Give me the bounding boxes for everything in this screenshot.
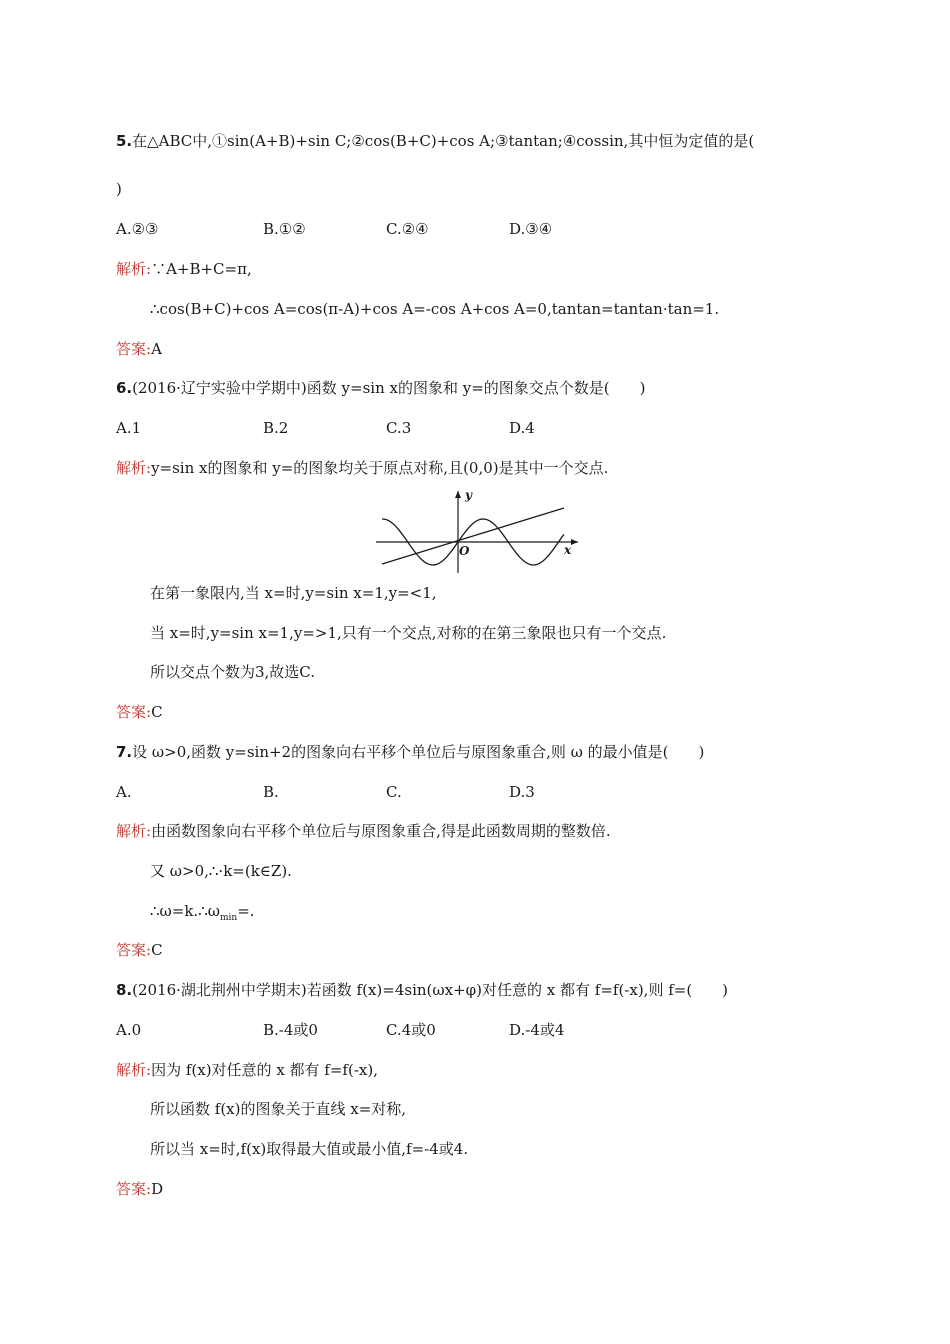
q5-option-b: B.①② — [263, 220, 306, 238]
sine-line-graph — [372, 487, 582, 577]
q8-option-b: B.-4或0 — [263, 1021, 318, 1039]
q8-analysis-label: 解析: — [116, 1061, 152, 1079]
q6-analysis-line-2: 在第一象限内,当 x=时,y=sin x=1,y=<1, — [150, 584, 437, 602]
q6-answer-value: C — [151, 703, 163, 721]
q8-answer-value: D — [151, 1180, 164, 1198]
q5-option-a: A.②③ — [116, 220, 159, 238]
q5-number: 5. — [116, 132, 133, 150]
q8-stem-text: (2016·湖北荆州中学期末)若函数 f(x)=4sin(ωx+φ)对任意的 x 都有 f=f(-x),则 f=( ) — [132, 981, 729, 999]
q8-answer-label: 答案: — [116, 1180, 152, 1198]
q6-analysis-text-1: y=sin x的图象和 y=的图象均关于原点对称,且(0,0)是其中一个交点. — [151, 459, 609, 477]
q8-number: 8. — [116, 981, 133, 999]
q7-analysis-label: 解析: — [116, 822, 152, 840]
q7-answer — [116, 940, 163, 960]
q6-option-d: D.4 — [509, 419, 535, 437]
q5-answer — [116, 339, 162, 359]
q6-analysis-line-3: 当 x=时,y=sin x=1,y=>1,只有一个交点,对称的在第三象限也只有一个交点. — [150, 624, 667, 642]
q6-analysis-label: 解析: — [116, 459, 152, 477]
q7-analysis-tail: =. — [237, 902, 255, 920]
q7-answer-value: C — [151, 941, 163, 959]
q7-analysis-line-1 — [116, 821, 611, 841]
q7-option-b: B. — [263, 783, 279, 801]
q7-stem-text: 设 ω>0,函数 y=sin+2的图象向右平移个单位后与原图象重合,则 ω 的最小值是( ) — [132, 743, 705, 761]
q7-number: 7. — [116, 743, 133, 761]
q5-stem-text: 在△ABC中,①sin(A+B)+sin C;②cos(B+C)+cos A;③tantan;④cossin,其中恒为定值的是( — [132, 132, 755, 150]
q5-answer-value: A — [151, 340, 162, 358]
q6-stem-text: (2016·辽宁实验中学期中)函数 y=sin x的图象和 y=的图象交点个数是( ) — [132, 379, 646, 397]
q6-option-c: C.3 — [386, 419, 412, 437]
q7-analysis-text-3: ∴ω=k.∴ω — [150, 902, 220, 920]
q8-analysis-line-3: 所以当 x=时,f(x)取得最大值或最小值,f=-4或4. — [150, 1140, 469, 1158]
q6-stem — [116, 378, 646, 398]
q5-option-d: D.③④ — [509, 220, 553, 238]
q7-stem — [116, 742, 704, 762]
origin-label: O — [459, 544, 470, 558]
q6-option-b: B.2 — [263, 419, 289, 437]
q6-option-a: A.1 — [116, 419, 142, 437]
q5-stem-tail: ) — [116, 180, 122, 198]
straight-line — [382, 508, 564, 564]
y-axis-label: y — [465, 488, 472, 502]
q8-analysis-line-2: 所以函数 f(x)的图象关于直线 x=对称, — [150, 1100, 407, 1118]
q5-option-c: C.②④ — [386, 220, 429, 238]
q6-answer — [116, 702, 163, 722]
q7-option-c: C. — [386, 783, 402, 801]
q8-option-c: C.4或0 — [386, 1021, 436, 1039]
q6-number: 6. — [116, 379, 133, 397]
q5-analysis-line-1 — [116, 259, 252, 279]
q5-answer-label: 答案: — [116, 340, 152, 358]
q6-answer-label: 答案: — [116, 703, 152, 721]
q8-analysis-text-1: 因为 f(x)对任意的 x 都有 f=f(-x), — [151, 1061, 378, 1079]
q7-analysis-line-3 — [150, 901, 255, 928]
q8-analysis-line-1 — [116, 1060, 378, 1080]
q7-analysis-line-2: 又 ω>0,∴·k=(k∈Z). — [150, 862, 292, 880]
q7-min-subscript: min — [219, 913, 238, 923]
q7-analysis-text-1: 由函数图象向右平移个单位后与原图象重合,得是此函数周期的整数倍. — [151, 822, 611, 840]
q5-analysis-label: 解析: — [116, 260, 152, 278]
q8-option-d: D.-4或4 — [509, 1021, 565, 1039]
q6-analysis-line-1 — [116, 458, 608, 478]
x-axis-arrow — [571, 539, 578, 545]
y-axis-arrow — [455, 491, 461, 498]
q5-analysis-line-2: ∴cos(B+C)+cos A=cos(π-A)+cos A=-cos A+cos A=0,tantan=tantan·tan=1. — [150, 300, 720, 318]
q8-option-a: A.0 — [116, 1021, 142, 1039]
q8-stem — [116, 980, 728, 1000]
q7-answer-label: 答案: — [116, 941, 152, 959]
q5-analysis-text-1: ∵A+B+C=π, — [151, 260, 252, 278]
q6-analysis-line-4: 所以交点个数为3,故选C. — [150, 663, 316, 681]
q7-option-d: D.3 — [509, 783, 535, 801]
x-axis-label: x — [564, 543, 572, 557]
q8-answer — [116, 1179, 163, 1199]
q5-stem — [116, 131, 754, 151]
q7-option-a: A. — [116, 783, 132, 801]
